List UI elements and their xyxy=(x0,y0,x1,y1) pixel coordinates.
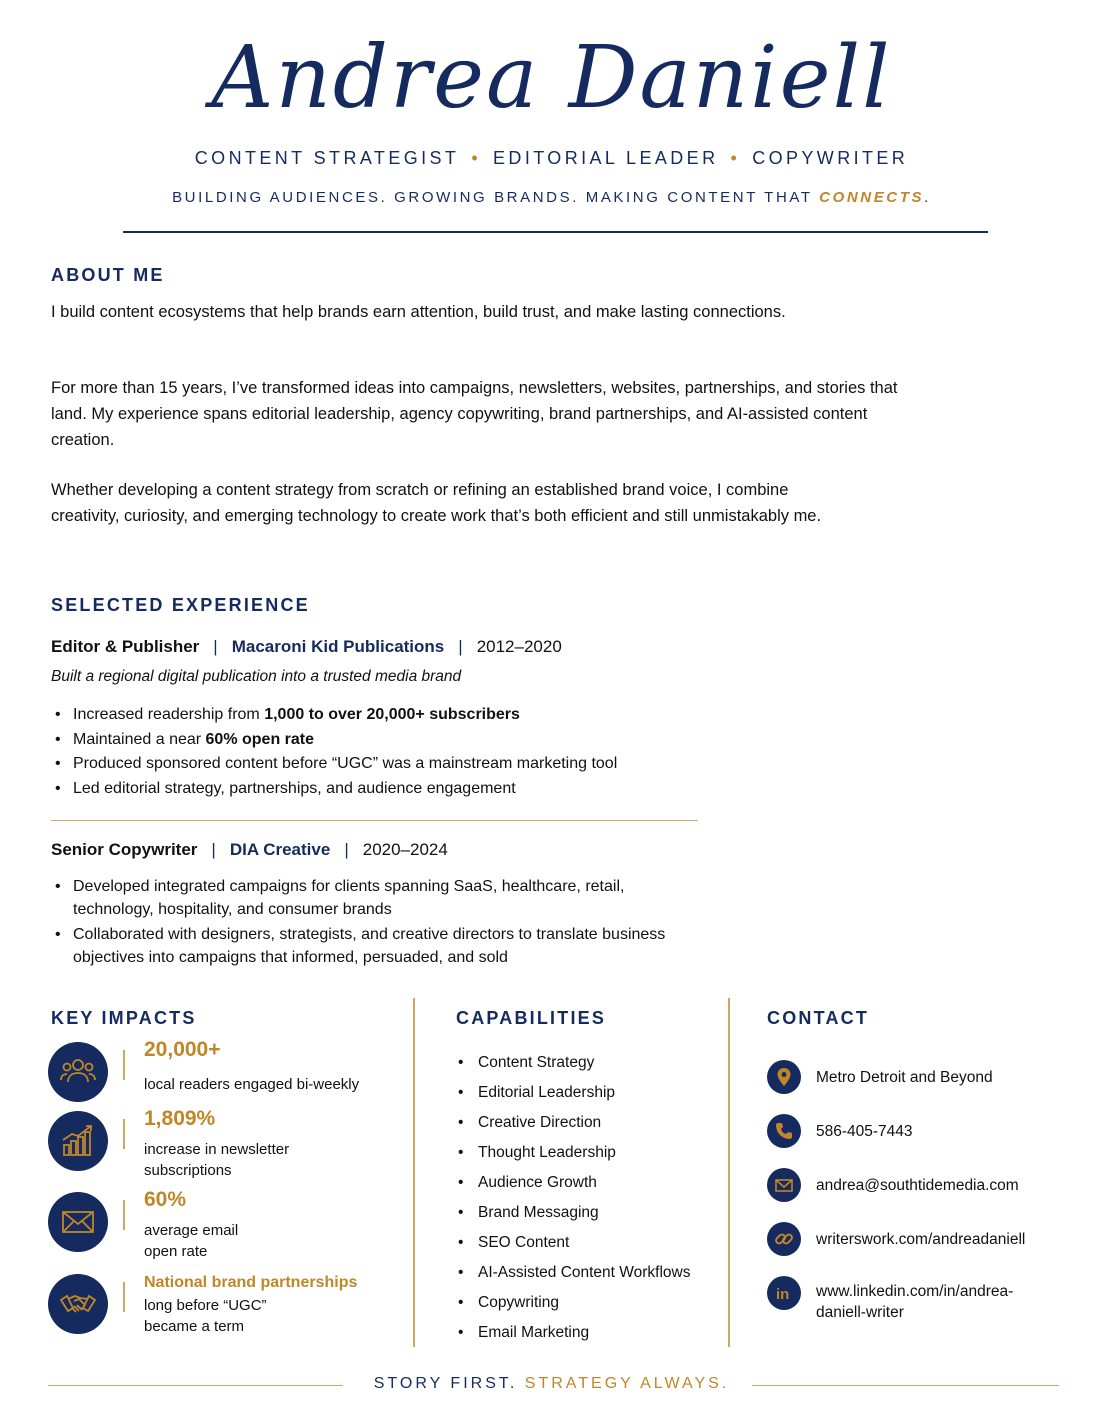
svg-text:in: in xyxy=(776,1286,790,1303)
title-dot: • xyxy=(471,148,482,168)
about-heading: ABOUT ME xyxy=(51,265,165,285)
impact-value: 20,000+ xyxy=(144,1038,221,1061)
capabilities-heading: CAPABILITIES xyxy=(456,1008,607,1028)
separator: | xyxy=(458,637,463,656)
impact-bar xyxy=(123,1200,125,1230)
list-item: • Maintained a near 60% open rate xyxy=(51,728,711,751)
list-item: • Developed integrated campaigns for clients spanning SaaS, healthcare, retail, technology, hospitality, and consumer brands xyxy=(51,875,691,921)
column-divider xyxy=(728,998,730,1347)
impact-bar xyxy=(123,1282,125,1312)
list-item: • SEO Content xyxy=(456,1231,690,1261)
impact-value: 60% xyxy=(144,1188,187,1211)
list-item: • Thought Leadership xyxy=(456,1141,690,1171)
footer-part-2: STRATEGY ALWAYS. xyxy=(524,1375,730,1392)
contact-text: www.linkedin.com/in/andrea-daniell-writer xyxy=(816,1283,1014,1321)
separator: | xyxy=(211,840,216,859)
job-1-dates: 2012–2020 xyxy=(476,637,562,656)
job-2-header xyxy=(51,840,448,860)
list-item: • Increased readership from 1,000 to over 20,000+ subscribers xyxy=(51,703,711,726)
job-1-bullets xyxy=(51,703,711,801)
job-1-summary: Built a regional digital publication into a trusted media brand xyxy=(51,668,462,685)
list-item: • AI-Assisted Content Workflows xyxy=(456,1261,690,1291)
list-item: • Led editorial strategy, partnerships, and audience engagement xyxy=(51,777,711,800)
impact-item xyxy=(48,1274,388,1344)
tagline-accent: CONNECTS xyxy=(819,189,925,206)
list-item: • Brand Messaging xyxy=(456,1201,690,1231)
email-icon xyxy=(767,1168,801,1202)
about-paragraph-3: Whether developing a content strategy from scratch or refining an established brand voice, I combine creativity, curiosity, and emerging technology to create work that’s both efficient and still unmistakably me. xyxy=(51,481,822,525)
group-icon xyxy=(48,1042,108,1102)
footer-part-1: STORY FIRST. xyxy=(373,1375,518,1392)
contact-phone[interactable] xyxy=(767,1114,1067,1154)
title-2: EDITORIAL LEADER xyxy=(493,148,719,168)
linkedin-icon xyxy=(767,1276,801,1310)
signature-name: Andrea Daniell xyxy=(211,28,892,128)
job-titles xyxy=(0,148,1103,169)
separator: | xyxy=(344,840,349,859)
job-2-role: Senior Copywriter xyxy=(51,840,198,859)
impact-item xyxy=(48,1188,388,1262)
about-paragraph-2: For more than 15 years, I’ve transformed ideas into campaigns, newsletters, websites, partnerships, and stories that land. My experience spans editorial leadership, agency copywriting, brand partnerships, and AI-assisted content creation. xyxy=(51,379,898,449)
impacts-heading: KEY IMPACTS xyxy=(51,1008,197,1028)
job-2-dates: 2020–2024 xyxy=(362,840,448,859)
list-item: • Copywriting xyxy=(456,1291,690,1321)
title-3: COPYWRITER xyxy=(752,148,909,168)
about-paragraph-1: I build content ecosystems that help brands earn attention, build trust, and make lasting connections. xyxy=(51,303,786,321)
contact-linkedin[interactable] xyxy=(767,1276,1067,1326)
link-icon xyxy=(767,1222,801,1256)
job-divider xyxy=(51,820,698,821)
impact-value: National brand partnerships xyxy=(144,1274,358,1291)
list-item: • Collaborated with designers, strategists, and creative directors to translate business objectives into campaigns that informed, persuaded, and sold xyxy=(51,923,691,969)
contact-heading: CONTACT xyxy=(767,1008,870,1028)
header-divider xyxy=(123,231,988,233)
impact-desc: long before “UGC” became a term xyxy=(144,1297,267,1335)
contact-text: andrea@southtidemedia.com xyxy=(816,1177,1019,1194)
contact-text: 586-405-7443 xyxy=(816,1123,913,1140)
footer-motto xyxy=(0,1375,1103,1393)
experience-heading: SELECTED EXPERIENCE xyxy=(51,595,310,615)
location-pin-icon xyxy=(767,1060,801,1094)
job-2-bullets xyxy=(51,875,691,970)
impact-desc: local readers engaged bi-weekly xyxy=(144,1076,360,1093)
list-item: • Content Strategy xyxy=(456,1051,690,1081)
list-item: • Audience Growth xyxy=(456,1171,690,1201)
contact-text: writerswork.com/andreadaniell xyxy=(816,1231,1026,1248)
impact-bar xyxy=(123,1050,125,1080)
job-1-role: Editor & Publisher xyxy=(51,637,200,656)
tagline-prefix: BUILDING AUDIENCES. GROWING BRANDS. MAKING CONTENT THAT xyxy=(172,189,820,206)
job-1-company: Macaroni Kid Publications xyxy=(231,637,445,656)
title-dot: • xyxy=(730,148,741,168)
impact-desc: increase in newsletter subscriptions xyxy=(144,1141,290,1179)
contact-text: Metro Detroit and Beyond xyxy=(816,1069,993,1086)
impact-value: 1,809% xyxy=(144,1107,216,1130)
handshake-icon xyxy=(48,1274,108,1334)
tagline-suffix: . xyxy=(924,189,931,206)
growth-chart-icon xyxy=(48,1111,108,1171)
job-2-company: DIA Creative xyxy=(229,840,331,859)
list-item: • Email Marketing xyxy=(456,1321,690,1351)
contact-email[interactable] xyxy=(767,1168,1067,1208)
impact-desc: average email open rate xyxy=(144,1222,239,1260)
job-1-header xyxy=(51,637,562,657)
impact-item xyxy=(48,1038,388,1112)
tagline xyxy=(0,189,1103,206)
separator: | xyxy=(213,637,218,656)
phone-icon xyxy=(767,1114,801,1148)
impact-bar xyxy=(123,1119,125,1149)
column-divider xyxy=(413,998,415,1347)
contact-website[interactable] xyxy=(767,1222,1067,1262)
list-item: • Produced sponsored content before “UGC” was a mainstream marketing tool xyxy=(51,752,711,775)
envelope-icon xyxy=(48,1192,108,1252)
list-item: • Editorial Leadership xyxy=(456,1081,690,1111)
capabilities-list xyxy=(456,1051,690,1351)
impact-item xyxy=(48,1107,388,1181)
contact-location xyxy=(767,1060,1067,1100)
list-item: • Creative Direction xyxy=(456,1111,690,1141)
title-1: CONTENT STRATEGIST xyxy=(194,148,460,168)
